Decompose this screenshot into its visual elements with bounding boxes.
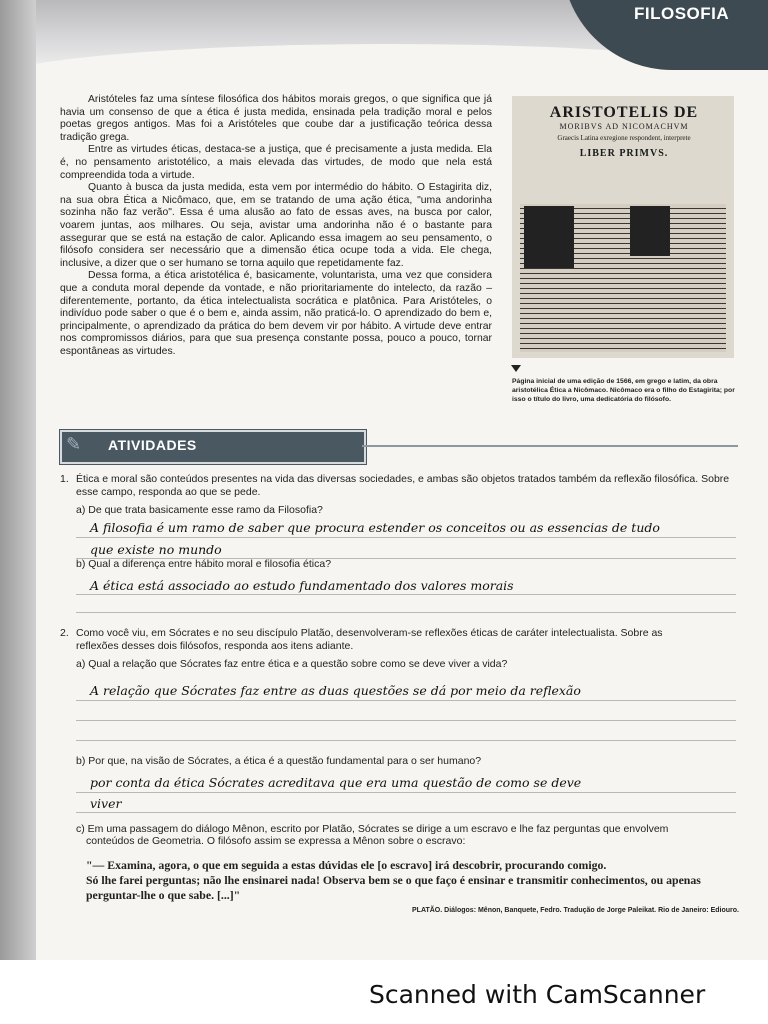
activities-heading: ATIVIDADES <box>108 437 197 453</box>
quote-line: Só lhe farei perguntas; não lhe ensinarei nada! Observa bem se o que faço é ensinar e transmitir conhecimentos, ou apenas <box>86 873 701 887</box>
question-text: Ética e moral são conteúdos presentes na vida das diversas sociedades, e ambas são objetos tratados também da reflexão filosófica. Sobre <box>76 473 730 485</box>
handwritten-answer: A ética está associado ao estudo fundamentado dos valores morais <box>90 578 514 593</box>
answer-line <box>76 594 736 595</box>
intro-paragraph: Entre as virtudes éticas, destaca-se a justiça, que é precisamente a justa medida. Ela é, no pensamento aristotélico, a mais elevada das virtudes, de modo que nela está compreendida toda a virtude. <box>60 144 492 181</box>
caption-arrow-icon <box>511 365 521 372</box>
question-1b: b) Qual a diferença entre hábito moral e filosofia ética? <box>76 558 332 570</box>
camscanner-watermark: Scanned with CamScanner <box>369 980 706 1009</box>
quote-line: perguntar-lhe o que sabe. [...]" <box>86 888 241 902</box>
question-text: conteúdos de Geometria. O filósofo assim se expressa a Mênon sobre o escravo: <box>86 835 466 847</box>
book-ornament-initial <box>630 206 670 256</box>
answer-line <box>76 700 736 701</box>
pencil-icon: ✎ <box>66 434 82 454</box>
handwritten-answer: A relação que Sócrates faz entre as duas questões se dá por meio da reflexão <box>90 683 581 698</box>
book-title-block <box>524 104 724 159</box>
book-ornament-initial <box>524 206 574 268</box>
book-line: Graecis Latina exregione respondent, interprete <box>557 134 691 142</box>
question-2b: b) Por que, na visão de Sócrates, a ética é a questão fundamental para o ser humano? <box>76 755 482 767</box>
intro-paragraph: Quanto à busca da justa medida, esta vem por intermédio do hábito. O Estagirita diz, na sua obra Ética a Nicômaco, que, em se tratando de uma ação ética, "uma andorinha sozinha não faz verão". Essa é uma alusão ao fato de essas aves, na busca por calor, voarem juntas, aos milhares. Ou seja, avistar uma andorinha não é o bastante para assegurar que se está na estação de calor. Aplicando essa imagem ao seu pensamento, o filósofo considera ser necessário que a dimensão ética ocupe toda a vida. Ele chega, inclusive, a dizer que o ser humano se torna aquilo que repetidamente faz. <box>60 182 492 269</box>
question-number: 2. <box>60 627 69 639</box>
subject-tab-label: FILOSOFIA <box>634 4 730 23</box>
handwritten-answer: A filosofia é um ramo de saber que procura estender os conceitos ou as essencias de tudo <box>90 520 660 535</box>
handwritten-answer: viver <box>90 796 122 811</box>
question-2c <box>76 823 668 847</box>
answer-line <box>76 720 736 721</box>
book-title: ARISTOTELIS DE <box>549 104 699 121</box>
quote-source: PLATÃO. Diálogos: Mênon, Banquete, Fedro. Tradução de Jorge Paleikat. Rio de Janeiro: Ediouro. <box>412 907 739 914</box>
plato-quote <box>86 858 736 903</box>
question-1a: a) De que trata basicamente esse ramo da Filosofia? <box>76 504 323 516</box>
handwritten-answer: por conta da ética Sócrates acreditava que era uma questão de como se deve <box>90 775 582 790</box>
handwritten-answer: que existe no mundo <box>90 542 222 557</box>
question-2 <box>60 627 663 653</box>
activities-divider <box>362 445 738 447</box>
question-text: esse campo, responda ao que se pede. <box>76 486 261 498</box>
answer-line <box>76 792 736 793</box>
answer-line <box>76 612 736 613</box>
question-text: c) Em uma passagem do diálogo Mênon, escrito por Platão, Sócrates se dirige a um escravo e lhe faz perguntas que envolvem <box>76 823 669 835</box>
answer-line <box>76 812 736 813</box>
question-2a: a) Qual a relação que Sócrates faz entre ética e a questão sobre como se deve viver a vida? <box>76 658 508 670</box>
intro-paragraph: Dessa forma, a ética aristotélica é, basicamente, voluntarista, uma vez que considera que a conduta moral depende da vontade, e não prioritariamente do intelecto, da razão – diferentemente, portanto, da ética intelectualista socrática e platônica. Para Aristóteles, o indivíduo pode saber o que é o bem e, ainda assim, não praticá-lo. O aprendizado do bem e, principalmente, o aprendizado da prática do bem devem vir por hábito. A virtude deve entrar nos compromissos diários, para que sua presença constante possa, pouco a pouco, tornar espontâneas as virtudes. <box>60 270 492 357</box>
scan-shadow-left <box>0 0 36 1024</box>
book-subtitle: MORIBVS AD NICOMACHVM <box>559 122 689 131</box>
answer-line <box>76 537 736 538</box>
question-text: reflexões desses dois filósofos, responda aos itens adiante. <box>76 640 354 652</box>
question-1 <box>60 473 729 499</box>
book-liber: LIBER PRIMVS. <box>579 148 669 159</box>
intro-paragraph: Aristóteles faz uma síntese filosófica dos hábitos morais gregos, o que significa que já havia um consenso de que a ética é justa medida, ensinada pela tradição moral e pelos poetas gregos antigos. Mas foi a Aristóteles que coube dar a justificação teórica dessa tradição grega. <box>60 94 492 143</box>
intro-text <box>60 94 492 358</box>
question-number: 1. <box>60 473 69 485</box>
question-text: Como você viu, em Sócrates e no seu discípulo Platão, desenvolveram-se reflexões éticas de caráter intelectualista. Sobre as <box>76 627 663 639</box>
answer-line <box>76 740 736 741</box>
figure-caption: Página inicial de uma edição de 1566, em grego e latim, da obra aristotélica Ética a Nicômaco. Nicômaco era o filho do Estagirita; por isso o título do livro, uma dedicatória do filósofo. <box>512 378 735 403</box>
activities-header-bar <box>60 430 366 464</box>
quote-line: "— Examina, agora, o que em seguida a estas dúvidas ele [o escravo] irá descobrir, procurando comigo. <box>86 858 607 872</box>
